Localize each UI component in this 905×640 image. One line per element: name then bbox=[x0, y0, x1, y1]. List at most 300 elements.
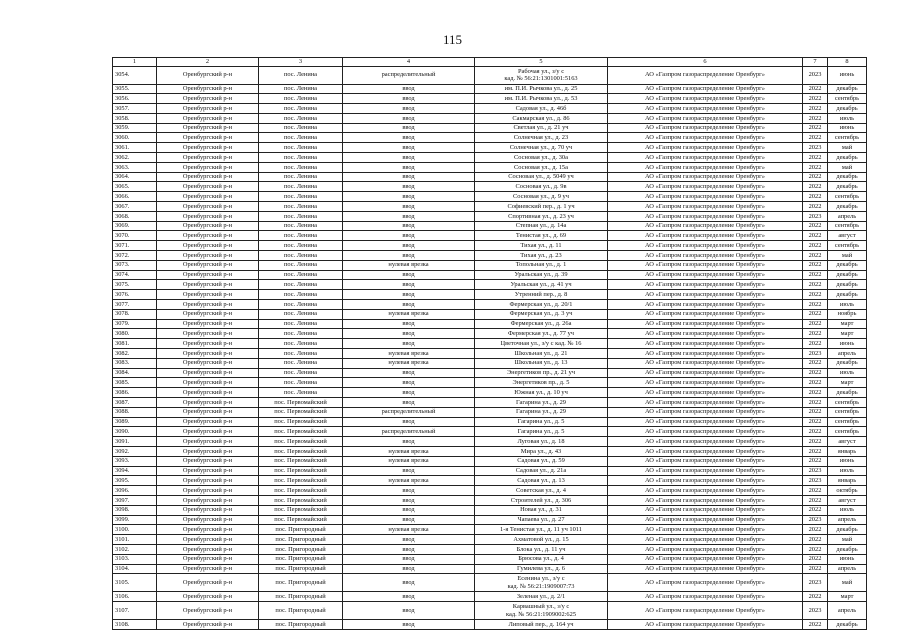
settlement-cell: пос. Пригородный bbox=[259, 525, 343, 535]
district-cell: Оренбургский р-н bbox=[157, 329, 259, 339]
year-cell: 2022 bbox=[803, 319, 828, 329]
connection-type-cell: ввод bbox=[343, 104, 475, 114]
address-line: Новая ул., д. 31 bbox=[520, 506, 562, 514]
table-row bbox=[113, 620, 867, 630]
row-number: 3054. bbox=[113, 66, 157, 84]
district-cell: Оренбургский р-н bbox=[157, 153, 259, 163]
settlement-cell: пос. Первомайский bbox=[259, 466, 343, 476]
connection-type-cell: ввод bbox=[343, 143, 475, 153]
organization-cell: АО «Газпром газораспределение Оренбург» bbox=[608, 446, 803, 456]
connection-type-cell: ввод bbox=[343, 368, 475, 378]
year-cell: 2023 bbox=[803, 574, 828, 592]
organization-cell: АО «Газпром газораспределение Оренбург» bbox=[608, 162, 803, 172]
address-line: Рабочая ул., з/у с bbox=[517, 67, 565, 75]
connection-type-cell: ввод bbox=[343, 162, 475, 172]
year-cell: 2022 bbox=[803, 446, 828, 456]
table-row bbox=[113, 466, 867, 476]
organization-cell: АО «Газпром газораспределение Оренбург» bbox=[608, 309, 803, 319]
month-cell: март bbox=[828, 592, 867, 602]
row-number: 3083. bbox=[113, 358, 157, 368]
table-row bbox=[113, 66, 867, 84]
month-cell: июнь bbox=[828, 554, 867, 564]
organization-cell: АО «Газпром газораспределение Оренбург» bbox=[608, 592, 803, 602]
address-line: Тихая ул., д. 23 bbox=[520, 251, 562, 259]
address-line: Советская ул., д. 4 bbox=[516, 486, 566, 494]
district-cell: Оренбургский р-н bbox=[157, 300, 259, 310]
year-cell: 2022 bbox=[803, 153, 828, 163]
address-line: Карвашный ул., з/у с bbox=[512, 603, 570, 611]
settlement-cell: пос. Ленина bbox=[259, 123, 343, 133]
table-row bbox=[113, 437, 867, 447]
connection-type-cell: распределительный bbox=[343, 427, 475, 437]
district-cell: Оренбургский р-н bbox=[157, 309, 259, 319]
table-row bbox=[113, 554, 867, 564]
address-line: Брюсова ул., д. 4 bbox=[518, 555, 564, 563]
connection-type-cell: ввод bbox=[343, 270, 475, 280]
connection-type-cell: ввод bbox=[343, 221, 475, 231]
organization-cell: АО «Газпром газораспределение Оренбург» bbox=[608, 437, 803, 447]
connection-type-cell: нулевая врезка bbox=[343, 309, 475, 319]
organization-cell: АО «Газпром газораспределение Оренбург» bbox=[608, 544, 803, 554]
connection-type-cell: ввод bbox=[343, 192, 475, 202]
address-line: Сосновая ул., д. 15а bbox=[514, 163, 568, 171]
row-number: 3073. bbox=[113, 260, 157, 270]
table-row bbox=[113, 319, 867, 329]
table-row bbox=[113, 358, 867, 368]
district-cell: Оренбургский р-н bbox=[157, 172, 259, 182]
month-cell: декабрь bbox=[828, 202, 867, 212]
month-cell: декабрь bbox=[828, 358, 867, 368]
address-line: Сосновая ул., д. 9в bbox=[515, 183, 567, 191]
connection-type-cell: ввод bbox=[343, 280, 475, 290]
settlement-cell: пос. Первомайский bbox=[259, 486, 343, 496]
organization-cell: АО «Газпром газораспределение Оренбург» bbox=[608, 94, 803, 104]
month-cell: июнь bbox=[828, 123, 867, 133]
address-line: Гагарина ул., д. 5 bbox=[517, 428, 565, 436]
settlement-cell: пос. Ленина bbox=[259, 153, 343, 163]
organization-cell: АО «Газпром газораспределение Оренбург» bbox=[608, 505, 803, 515]
year-cell: 2023 bbox=[803, 143, 828, 153]
address-line: Спортивная ул., д. 23 уч bbox=[508, 212, 574, 220]
table-row bbox=[113, 564, 867, 574]
row-number: 3059. bbox=[113, 123, 157, 133]
connection-type-cell: нулевая врезка bbox=[343, 349, 475, 359]
row-number: 3058. bbox=[113, 113, 157, 123]
column-number-row bbox=[113, 58, 867, 67]
year-cell: 2022 bbox=[803, 554, 828, 564]
organization-cell: АО «Газпром газораспределение Оренбург» bbox=[608, 123, 803, 133]
organization-cell: АО «Газпром газораспределение Оренбург» bbox=[608, 319, 803, 329]
table-row bbox=[113, 329, 867, 339]
address-cell bbox=[475, 535, 608, 545]
row-number: 3070. bbox=[113, 231, 157, 241]
district-cell: Оренбургский р-н bbox=[157, 143, 259, 153]
year-cell: 2022 bbox=[803, 544, 828, 554]
month-cell: май bbox=[828, 143, 867, 153]
month-cell: октябрь bbox=[828, 486, 867, 496]
year-cell: 2022 bbox=[803, 398, 828, 408]
address-line: Утренний пер., д. 8 bbox=[514, 290, 568, 298]
district-cell: Оренбургский р-н bbox=[157, 290, 259, 300]
address-line: Солнечная ул., д. 70 уч bbox=[509, 143, 573, 151]
address-cell bbox=[475, 84, 608, 94]
table-row bbox=[113, 162, 867, 172]
year-cell: 2023 bbox=[803, 66, 828, 84]
address-line: Уральская ул., д. 41 уч bbox=[510, 281, 572, 289]
address-cell bbox=[475, 476, 608, 486]
month-cell: сентябрь bbox=[828, 398, 867, 408]
month-cell: сентябрь bbox=[828, 241, 867, 251]
month-cell: декабрь bbox=[828, 388, 867, 398]
settlement-cell: пос. Ленина bbox=[259, 260, 343, 270]
table-row bbox=[113, 592, 867, 602]
address-cell bbox=[475, 231, 608, 241]
address-cell bbox=[475, 505, 608, 515]
table-row bbox=[113, 407, 867, 417]
district-cell: Оренбургский р-н bbox=[157, 574, 259, 592]
settlement-cell: пос. Первомайский bbox=[259, 495, 343, 505]
settlement-cell: пос. Пригородный bbox=[259, 602, 343, 620]
table-row bbox=[113, 388, 867, 398]
connection-type-cell: ввод bbox=[343, 84, 475, 94]
organization-cell: АО «Газпром газораспределение Оренбург» bbox=[608, 251, 803, 261]
address-line: Софиевский пер., д. 1 уч bbox=[507, 202, 575, 210]
connection-type-cell: нулевая врезка bbox=[343, 358, 475, 368]
address-cell bbox=[475, 300, 608, 310]
settlement-cell: пос. Ленина bbox=[259, 221, 343, 231]
settlement-cell: пос. Ленина bbox=[259, 349, 343, 359]
address-line: Тенистая ул., д. 69 bbox=[515, 232, 567, 240]
year-cell: 2022 bbox=[803, 84, 828, 94]
organization-cell: АО «Газпром газораспределение Оренбург» bbox=[608, 260, 803, 270]
district-cell: Оренбургский р-н bbox=[157, 417, 259, 427]
organization-cell: АО «Газпром газораспределение Оренбург» bbox=[608, 84, 803, 94]
organization-cell: АО «Газпром газораспределение Оренбург» bbox=[608, 231, 803, 241]
address-cell bbox=[475, 202, 608, 212]
address-cell bbox=[475, 143, 608, 153]
address-line: Садовая ул., д. 46б bbox=[515, 104, 567, 112]
connection-type-cell: ввод bbox=[343, 182, 475, 192]
address-cell bbox=[475, 620, 608, 630]
month-cell: апрель bbox=[828, 602, 867, 620]
organization-cell: АО «Газпром газораспределение Оренбург» bbox=[608, 554, 803, 564]
district-cell: Оренбургский р-н bbox=[157, 270, 259, 280]
organization-cell: АО «Газпром газораспределение Оренбург» bbox=[608, 192, 803, 202]
year-cell: 2023 bbox=[803, 515, 828, 525]
month-cell: сентябрь bbox=[828, 133, 867, 143]
row-number: 3077. bbox=[113, 300, 157, 310]
month-cell: декабрь bbox=[828, 544, 867, 554]
address-cell bbox=[475, 104, 608, 114]
settlement-cell: пос. Ленина bbox=[259, 202, 343, 212]
month-cell: декабрь bbox=[828, 270, 867, 280]
address-line: Солнечная ул., д. 23 bbox=[513, 134, 569, 142]
month-cell: сентябрь bbox=[828, 407, 867, 417]
address-line: Гумилева ул., д. 6 bbox=[517, 565, 565, 573]
table-row bbox=[113, 133, 867, 143]
address-cell bbox=[475, 358, 608, 368]
district-cell: Оренбургский р-н bbox=[157, 427, 259, 437]
address-line: Фермерская ул., д. 26а bbox=[510, 320, 572, 328]
row-number: 3071. bbox=[113, 241, 157, 251]
row-number: 3101. bbox=[113, 535, 157, 545]
year-cell: 2022 bbox=[803, 329, 828, 339]
settlement-cell: пос. Первомайский bbox=[259, 398, 343, 408]
address-line: Сакмарская ул., д. 86 bbox=[512, 114, 570, 122]
organization-cell: АО «Газпром газораспределение Оренбург» bbox=[608, 241, 803, 251]
connection-type-cell: ввод bbox=[343, 554, 475, 564]
address-cell bbox=[475, 290, 608, 300]
address-cell bbox=[475, 221, 608, 231]
table-row bbox=[113, 505, 867, 515]
row-number: 3062. bbox=[113, 153, 157, 163]
settlement-cell: пос. Ленина bbox=[259, 113, 343, 123]
address-cell bbox=[475, 427, 608, 437]
row-number: 3078. bbox=[113, 309, 157, 319]
table-row bbox=[113, 84, 867, 94]
settlement-cell: пос. Пригородный bbox=[259, 592, 343, 602]
address-cell bbox=[475, 602, 608, 620]
row-number: 3065. bbox=[113, 182, 157, 192]
settlement-cell: пос. Первомайский bbox=[259, 446, 343, 456]
year-cell: 2022 bbox=[803, 123, 828, 133]
month-cell: декабрь bbox=[828, 280, 867, 290]
table-row bbox=[113, 270, 867, 280]
district-cell: Оренбургский р-н bbox=[157, 349, 259, 359]
address-cell bbox=[475, 564, 608, 574]
table-row bbox=[113, 211, 867, 221]
table-body bbox=[113, 66, 867, 629]
table-row bbox=[113, 143, 867, 153]
organization-cell: АО «Газпром газораспределение Оренбург» bbox=[608, 339, 803, 349]
connection-type-cell: ввод bbox=[343, 339, 475, 349]
column-header: 6 bbox=[608, 58, 803, 67]
settlement-cell: пос. Ленина bbox=[259, 388, 343, 398]
connection-type-cell: ввод bbox=[343, 388, 475, 398]
connection-type-cell: ввод bbox=[343, 592, 475, 602]
table-row bbox=[113, 309, 867, 319]
organization-cell: АО «Газпром газораспределение Оренбург» bbox=[608, 211, 803, 221]
address-line: им. П.И. Рычкова ул., д. 53 bbox=[504, 94, 578, 102]
row-number: 3092. bbox=[113, 446, 157, 456]
column-header: 7 bbox=[803, 58, 828, 67]
year-cell: 2022 bbox=[803, 564, 828, 574]
address-cell bbox=[475, 172, 608, 182]
month-cell: декабрь bbox=[828, 620, 867, 630]
address-line: Зеленая ул., д. 2/1 bbox=[516, 592, 566, 600]
district-cell: Оренбургский р-н bbox=[157, 339, 259, 349]
connection-type-cell: ввод bbox=[343, 495, 475, 505]
address-line: Мира ул., д. 43 bbox=[520, 447, 562, 455]
connection-type-cell: ввод bbox=[343, 202, 475, 212]
table-row bbox=[113, 182, 867, 192]
address-line: Цветочная ул., з/у с кад. № 16 bbox=[500, 339, 582, 347]
row-number: 3064. bbox=[113, 172, 157, 182]
district-cell: Оренбургский р-н bbox=[157, 84, 259, 94]
row-number: 3098. bbox=[113, 505, 157, 515]
district-cell: Оренбургский р-н bbox=[157, 211, 259, 221]
address-cell bbox=[475, 592, 608, 602]
table-row bbox=[113, 202, 867, 212]
month-cell: сентябрь bbox=[828, 94, 867, 104]
address-line: Луговая ул., д. 18 bbox=[517, 437, 565, 445]
address-cell bbox=[475, 309, 608, 319]
column-header: 1 bbox=[113, 58, 157, 67]
settlement-cell: пос. Пригородный bbox=[259, 564, 343, 574]
organization-cell: АО «Газпром газораспределение Оренбург» bbox=[608, 104, 803, 114]
address-cell bbox=[475, 94, 608, 104]
month-cell: апрель bbox=[828, 211, 867, 221]
month-cell: декабрь bbox=[828, 290, 867, 300]
settlement-cell: пос. Ленина bbox=[259, 251, 343, 261]
year-cell: 2022 bbox=[803, 241, 828, 251]
district-cell: Оренбургский р-н bbox=[157, 407, 259, 417]
district-cell: Оренбургский р-н bbox=[157, 476, 259, 486]
table-row bbox=[113, 368, 867, 378]
district-cell: Оренбургский р-н bbox=[157, 544, 259, 554]
settlement-cell: пос. Ленина bbox=[259, 133, 343, 143]
month-cell: сентябрь bbox=[828, 417, 867, 427]
year-cell: 2022 bbox=[803, 620, 828, 630]
month-cell: июль bbox=[828, 466, 867, 476]
settlement-cell: пос. Ленина bbox=[259, 309, 343, 319]
row-number: 3103. bbox=[113, 554, 157, 564]
settlement-cell: пос. Ленина bbox=[259, 231, 343, 241]
year-cell: 2022 bbox=[803, 231, 828, 241]
address-line: кад. № 56:21:1909002:625 bbox=[505, 610, 577, 618]
table-row bbox=[113, 535, 867, 545]
address-cell bbox=[475, 378, 608, 388]
row-number: 3085. bbox=[113, 378, 157, 388]
year-cell: 2022 bbox=[803, 280, 828, 290]
organization-cell: АО «Газпром газораспределение Оренбург» bbox=[608, 66, 803, 84]
settlement-cell: пос. Первомайский bbox=[259, 505, 343, 515]
year-cell: 2022 bbox=[803, 388, 828, 398]
year-cell: 2022 bbox=[803, 358, 828, 368]
organization-cell: АО «Газпром газораспределение Оренбург» bbox=[608, 466, 803, 476]
row-number: 3081. bbox=[113, 339, 157, 349]
settlement-cell: пос. Ленина bbox=[259, 162, 343, 172]
address-cell bbox=[475, 398, 608, 408]
month-cell: июнь bbox=[828, 456, 867, 466]
year-cell: 2022 bbox=[803, 525, 828, 535]
table-row bbox=[113, 260, 867, 270]
month-cell: май bbox=[828, 251, 867, 261]
settlement-cell: пос. Первомайский bbox=[259, 515, 343, 525]
organization-cell: АО «Газпром газораспределение Оренбург» bbox=[608, 113, 803, 123]
settlement-cell: пос. Первомайский bbox=[259, 456, 343, 466]
district-cell: Оренбургский р-н bbox=[157, 113, 259, 123]
row-number: 3072. bbox=[113, 251, 157, 261]
settlement-cell: пос. Ленина bbox=[259, 270, 343, 280]
connection-type-cell: ввод bbox=[343, 602, 475, 620]
gasification-register-table bbox=[112, 57, 867, 630]
row-number: 3068. bbox=[113, 211, 157, 221]
address-line: кад. № 56:21:1909007:73 bbox=[507, 582, 575, 590]
connection-type-cell: ввод bbox=[343, 113, 475, 123]
connection-type-cell: нулевая врезка bbox=[343, 260, 475, 270]
organization-cell: АО «Газпром газораспределение Оренбург» bbox=[608, 221, 803, 231]
settlement-cell: пос. Пригородный bbox=[259, 554, 343, 564]
row-number: 3076. bbox=[113, 290, 157, 300]
district-cell: Оренбургский р-н bbox=[157, 251, 259, 261]
address-cell bbox=[475, 270, 608, 280]
settlement-cell: пос. Ленина bbox=[259, 378, 343, 388]
address-line: Уральская ул., д. 39 bbox=[514, 271, 568, 279]
year-cell: 2022 bbox=[803, 290, 828, 300]
district-cell: Оренбургский р-н bbox=[157, 358, 259, 368]
organization-cell: АО «Газпром газораспределение Оренбург» bbox=[608, 202, 803, 212]
address-line: Садовая ул., д. 59 bbox=[517, 457, 565, 465]
address-cell bbox=[475, 280, 608, 290]
address-cell bbox=[475, 456, 608, 466]
address-cell bbox=[475, 123, 608, 133]
district-cell: Оренбургский р-н bbox=[157, 486, 259, 496]
table-row bbox=[113, 427, 867, 437]
address-line: Садовая ул., д. 13 bbox=[517, 477, 565, 485]
connection-type-cell: ввод bbox=[343, 544, 475, 554]
settlement-cell: пос. Ленина bbox=[259, 104, 343, 114]
connection-type-cell: ввод bbox=[343, 515, 475, 525]
organization-cell: АО «Газпром газораспределение Оренбург» bbox=[608, 290, 803, 300]
month-cell: декабрь bbox=[828, 260, 867, 270]
year-cell: 2022 bbox=[803, 495, 828, 505]
connection-type-cell: ввод bbox=[343, 378, 475, 388]
month-cell: июль bbox=[828, 113, 867, 123]
address-cell bbox=[475, 251, 608, 261]
address-line: Садовая ул., д. 21а bbox=[515, 467, 567, 475]
address-cell bbox=[475, 182, 608, 192]
month-cell: август bbox=[828, 231, 867, 241]
connection-type-cell: распределительный bbox=[343, 66, 475, 84]
organization-cell: АО «Газпром газораспределение Оренбург» bbox=[608, 620, 803, 630]
organization-cell: АО «Газпром газораспределение Оренбург» bbox=[608, 182, 803, 192]
address-cell bbox=[475, 133, 608, 143]
address-cell bbox=[475, 153, 608, 163]
connection-type-cell: ввод bbox=[343, 241, 475, 251]
table-row bbox=[113, 221, 867, 231]
settlement-cell: пос. Ленина bbox=[259, 290, 343, 300]
connection-type-cell: ввод bbox=[343, 172, 475, 182]
table-row bbox=[113, 417, 867, 427]
row-number: 3100. bbox=[113, 525, 157, 535]
year-cell: 2023 bbox=[803, 349, 828, 359]
table-row bbox=[113, 515, 867, 525]
row-number: 3099. bbox=[113, 515, 157, 525]
connection-type-cell: ввод bbox=[343, 329, 475, 339]
year-cell: 2022 bbox=[803, 182, 828, 192]
organization-cell: АО «Газпром газораспределение Оренбург» bbox=[608, 378, 803, 388]
settlement-cell: пос. Ленина bbox=[259, 66, 343, 84]
address-cell bbox=[475, 260, 608, 270]
settlement-cell: пос. Ленина bbox=[259, 94, 343, 104]
district-cell: Оренбургский р-н bbox=[157, 525, 259, 535]
organization-cell: АО «Газпром газораспределение Оренбург» bbox=[608, 407, 803, 417]
district-cell: Оренбургский р-н bbox=[157, 466, 259, 476]
address-line: Фермерская ул., д. 3 уч bbox=[509, 310, 573, 318]
connection-type-cell: ввод bbox=[343, 574, 475, 592]
row-number: 3107. bbox=[113, 602, 157, 620]
address-line: 1-я Тенистая ул., д. 11 уч 1011 bbox=[500, 526, 582, 533]
month-cell: март bbox=[828, 329, 867, 339]
month-cell: июль bbox=[828, 300, 867, 310]
district-cell: Оренбургский р-н bbox=[157, 378, 259, 388]
year-cell: 2022 bbox=[803, 417, 828, 427]
address-cell bbox=[475, 241, 608, 251]
settlement-cell: пос. Ленина bbox=[259, 329, 343, 339]
row-number: 3063. bbox=[113, 162, 157, 172]
connection-type-cell: ввод bbox=[343, 211, 475, 221]
